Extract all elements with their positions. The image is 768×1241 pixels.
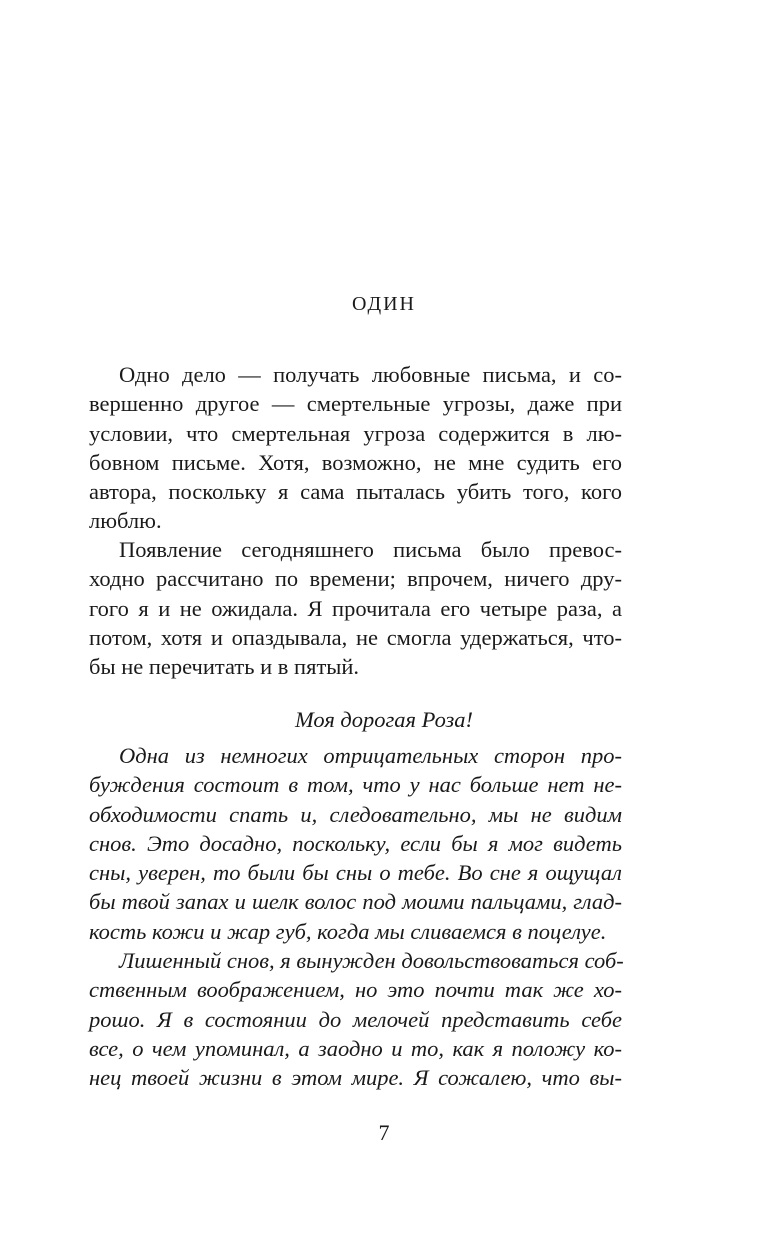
- text-line: снов. Это досадно, поскольку, если бы я мог видеть: [89, 830, 622, 856]
- text-line: люблю.: [89, 508, 162, 534]
- text-line: Одна из немногих отрицательных сторон про-: [119, 743, 622, 768]
- text-line: потом, хотя и опаздывала, не смогла удержаться, что-: [89, 624, 622, 650]
- text-line: сны, уверен, то были бы сны о тебе. Во сне я ощущал: [89, 860, 622, 886]
- text-line: бы твой запах и шелк волос под моими пальцами, глад-: [89, 889, 622, 915]
- letter-salutation: Моя дорогая Роза!: [294, 707, 474, 732]
- text-line: бовном письме. Хотя, возможно, не мне судить его: [89, 449, 622, 475]
- letter-paragraph-1: [89, 741, 622, 946]
- text-line: гого я и не ожидала. Я прочитала его четыре раза, а: [89, 595, 622, 621]
- text-line: ственным воображением, но это почти так же хо-: [89, 977, 622, 1003]
- text-line: буждения состоит в том, что у нас больше нет не-: [89, 772, 622, 798]
- text-line: автора, поскольку я сама пыталась убить того, кого: [89, 479, 622, 505]
- letter-paragraph-2: [89, 946, 622, 1092]
- text-line: Появление сегодняшнего письма было превос-: [119, 537, 622, 562]
- text-line: обходимости спать и, следовательно, мы не видим: [89, 801, 622, 827]
- text-line: все, о чем упоминал, а заодно и то, как я положу ко-: [89, 1035, 622, 1061]
- text-line: вершенно другое — смертельные угрозы, даже при: [89, 391, 622, 417]
- paragraph-1: [89, 360, 622, 536]
- text-line: ходно рассчитано по времени; впрочем, ничего дру-: [89, 566, 622, 592]
- page-number: 7: [378, 1120, 390, 1145]
- text-line: нец твоей жизни в этом мире. Я сожалею, что вы-: [89, 1065, 622, 1091]
- text-line: Лишенный снов, я вынужден довольствоваться соб-: [119, 948, 624, 973]
- text-line: рошо. Я в состоянии до мелочей представить себе: [89, 1006, 622, 1032]
- text-line: кость кожи и жар губ, когда мы сливаемся в поцелуе.: [89, 918, 607, 944]
- paragraph-2: [89, 535, 622, 681]
- text-line: Одно дело — получать любовные письма, и со-: [119, 362, 622, 387]
- text-line: условии, что смертельная угроза содержится в лю-: [89, 420, 622, 446]
- text-line: бы не перечитать и в пятый.: [89, 654, 360, 680]
- chapter-title: один: [352, 286, 416, 317]
